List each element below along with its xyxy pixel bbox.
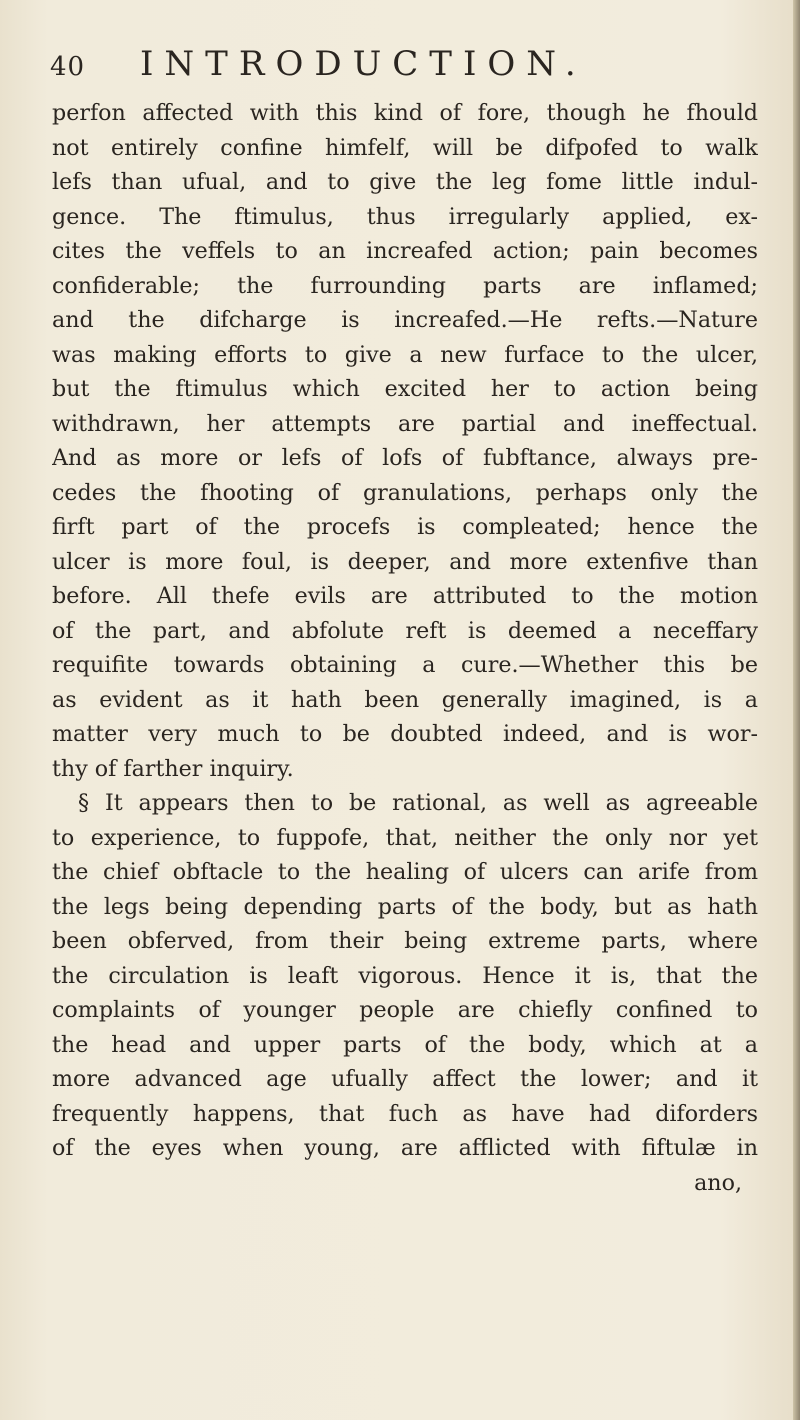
text-line: but the ftimulus which excited her to action being (52, 376, 758, 402)
page-edge (793, 0, 800, 1420)
text-line: not entirely confine himfelf, will be difpofed to walk (52, 134, 758, 161)
text-line: before. All thefe evils are attributed to the motion (52, 583, 758, 609)
text-line: of the part, and abfolute reft is deemed a neceffary (52, 617, 758, 644)
text-line: withdrawn, her attempts are partial and ineffectual. (52, 410, 758, 437)
text-line: the head and upper parts of the body, which at a (52, 1031, 758, 1058)
page-number: 40 (50, 52, 86, 82)
body-text (52, 96, 758, 1200)
text-line: to experience, to fuppofe, that, neither the only nor yet (52, 824, 758, 851)
text-line: perfon affected with this kind of fore, though he fhould (52, 100, 758, 126)
text-line: ulcer is more foul, is deeper, and more extenfive than (52, 548, 758, 575)
text-line: more advanced age ufually affect the lower; and it (52, 1066, 758, 1092)
text-line: gence. The ftimulus, thus irregularly applied, ex- (52, 203, 758, 230)
text-line: confiderable; the furrounding parts are inflamed; (52, 272, 758, 299)
text-line: cedes the fhooting of granulations, perhaps only the (52, 479, 758, 506)
text-line: been obferved, from their being extreme parts, where (52, 928, 758, 954)
text-line: frequently happens, that fuch as have had diforders (52, 1100, 758, 1127)
text-line: firft part of the procefs is compleated; hence the (52, 514, 758, 540)
text-line: And as more or lefs of lofs of fubftance, always pre- (52, 445, 758, 471)
text-line: the circulation is leaft vigorous. Hence it is, that the (52, 962, 758, 989)
text-line: the chief obftacle to the healing of ulcers can arife from (52, 859, 758, 885)
text-line: was making efforts to give a new furface to the ulcer, (52, 341, 758, 368)
text-line: complaints of younger people are chiefly confined to (52, 997, 758, 1023)
text-line: and the difcharge is increafed.—He refts.—Nature (52, 307, 758, 333)
text-line: requifite towards obtaining a cure.—Whether this be (52, 652, 758, 678)
text-line: the legs being depending parts of the body, but as hath (52, 893, 758, 920)
text-line: matter very much to be doubted indeed, and is wor- (52, 721, 758, 747)
text-line: as evident as it hath been generally imagined, is a (52, 686, 758, 713)
paragraph-start-line: § It appears then to be rational, as well as agreeable (78, 790, 758, 816)
running-head: INTRODUCTION. (140, 44, 587, 84)
text-line: lefs than ufual, and to give the leg fome little indul- (52, 169, 758, 195)
text-line: cites the veffels to an increafed action; pain becomes (52, 238, 758, 264)
text-line: of the eyes when young, are afflicted with fiftulæ in (52, 1135, 758, 1161)
page-header (50, 44, 750, 88)
text-line: thy of farther inquiry. (52, 755, 294, 782)
catchword: ano, (694, 1169, 742, 1196)
